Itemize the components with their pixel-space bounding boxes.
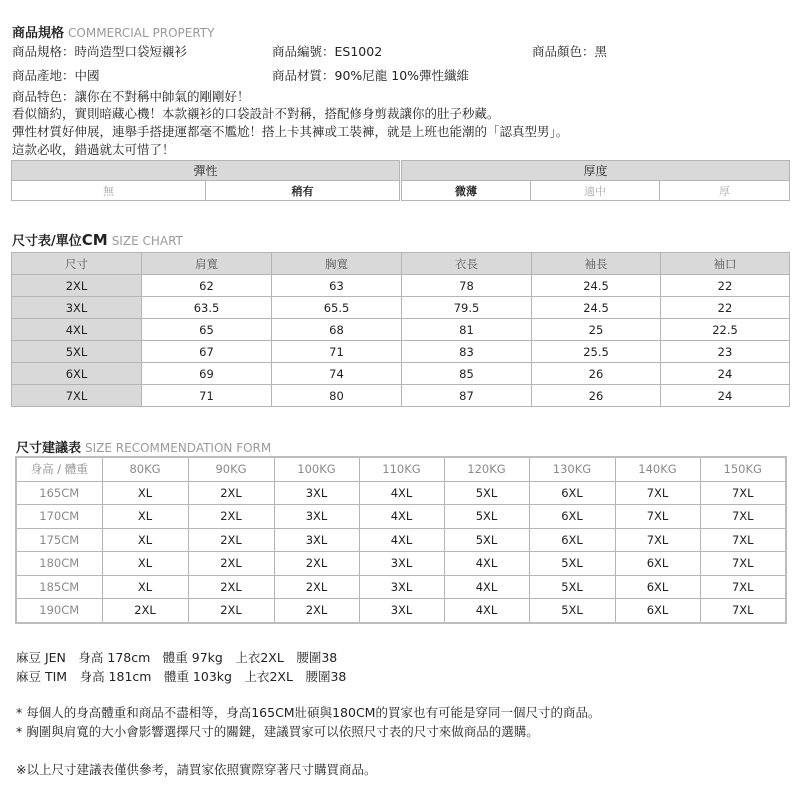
rec-cell: XL bbox=[102, 505, 188, 529]
size-cell: 24 bbox=[661, 385, 790, 407]
thickness-label: 厚度 bbox=[402, 161, 790, 181]
size-header-cell: 肩寬 bbox=[142, 253, 272, 275]
rec-cell: 6XL bbox=[615, 599, 700, 623]
table-row bbox=[16, 481, 786, 505]
rec-cell: 6XL bbox=[615, 575, 700, 599]
product-material: 商品材質：90%尼龍 10%彈性纖維 bbox=[272, 68, 470, 83]
rec-cell: 7XL bbox=[700, 552, 786, 576]
table-row bbox=[16, 575, 786, 599]
table-row bbox=[12, 363, 790, 385]
size-cell: 24 bbox=[661, 363, 790, 385]
rec-cell: 4XL bbox=[359, 481, 444, 505]
model-info: 麻豆 TIM 身高 181cm 體重 103kg 上衣2XL 腰圍38 bbox=[16, 669, 347, 684]
size-chart-title: 尺寸表/單位 bbox=[12, 234, 82, 249]
rec-cell: 2XL bbox=[274, 575, 359, 599]
rec-cell: 3XL bbox=[274, 528, 359, 552]
rec-cell: XL bbox=[102, 575, 188, 599]
rec-row-label: 180CM bbox=[16, 552, 102, 576]
size-cell: 24.5 bbox=[532, 275, 661, 297]
size-cell: 22.5 bbox=[661, 319, 790, 341]
thickness-level-selected: 微薄 bbox=[402, 181, 531, 201]
rec-cell: 2XL bbox=[188, 575, 274, 599]
table-row bbox=[12, 297, 790, 319]
rec-cell: 7XL bbox=[700, 505, 786, 529]
rec-cell: 2XL bbox=[188, 481, 274, 505]
elasticity-level-selected: 稍有 bbox=[206, 181, 400, 201]
thickness-level: 厚 bbox=[660, 181, 790, 201]
rec-cell: 6XL bbox=[529, 481, 615, 505]
rec-cell: 5XL bbox=[529, 599, 615, 623]
product-name: 商品規格：時尚造型口袋短襯衫 bbox=[12, 44, 188, 59]
size-cell: 78 bbox=[402, 275, 532, 297]
rec-header-cell: 100KG bbox=[274, 457, 359, 481]
recommendation-header bbox=[16, 437, 271, 456]
rec-header-cell: 140KG bbox=[615, 457, 700, 481]
size-header-cell: 袖口 bbox=[661, 253, 790, 275]
rec-cell: 4XL bbox=[359, 528, 444, 552]
rec-cell: 4XL bbox=[444, 575, 529, 599]
rec-cell: 2XL bbox=[102, 599, 188, 623]
rec-cell: 6XL bbox=[529, 505, 615, 529]
rec-cell: 5XL bbox=[444, 481, 529, 505]
table-row bbox=[16, 505, 786, 529]
product-code: 商品編號：ES1002 bbox=[272, 44, 383, 59]
table-row bbox=[12, 275, 790, 297]
size-cell: 24.5 bbox=[532, 297, 661, 319]
rec-cell: 5XL bbox=[529, 552, 615, 576]
rec-row-label: 175CM bbox=[16, 528, 102, 552]
rec-row-label: 165CM bbox=[16, 481, 102, 505]
rec-cell: 2XL bbox=[274, 552, 359, 576]
size-cell: 80 bbox=[272, 385, 402, 407]
table-row bbox=[12, 341, 790, 363]
rec-cell: 3XL bbox=[274, 505, 359, 529]
recommendation-title-en: SIZE RECOMMENDATION FORM bbox=[85, 441, 272, 455]
size-cell: 83 bbox=[402, 341, 532, 363]
model-info: 麻豆 JEN 身高 178cm 體重 97kg 上衣2XL 腰圍38 bbox=[16, 650, 338, 665]
size-cell: 22 bbox=[661, 275, 790, 297]
size-header-cell: 尺寸 bbox=[12, 253, 142, 275]
disclaimer: ※以上尺寸建議表僅供參考，請買家依照實際穿著尺寸購買商品。 bbox=[16, 762, 377, 777]
elasticity-level: 無 bbox=[12, 181, 206, 201]
rec-cell: 6XL bbox=[529, 528, 615, 552]
rec-cell: 4XL bbox=[444, 599, 529, 623]
rec-cell: 3XL bbox=[359, 575, 444, 599]
rec-cell: 7XL bbox=[700, 481, 786, 505]
rec-row-label: 190CM bbox=[16, 599, 102, 623]
rec-cell: 3XL bbox=[359, 552, 444, 576]
rec-row-label: 185CM bbox=[16, 575, 102, 599]
rec-cell: 7XL bbox=[615, 528, 700, 552]
rec-header-cell: 120KG bbox=[444, 457, 529, 481]
rec-header-cell: 80KG bbox=[102, 457, 188, 481]
size-cell: 65 bbox=[142, 319, 272, 341]
size-cell: 71 bbox=[272, 341, 402, 363]
size-row-label: 4XL bbox=[12, 319, 142, 341]
rec-cell: 2XL bbox=[188, 505, 274, 529]
rec-cell: 2XL bbox=[188, 552, 274, 576]
rec-cell: 2XL bbox=[188, 599, 274, 623]
size-cell: 63 bbox=[272, 275, 402, 297]
property-title: 商品規格 bbox=[12, 26, 65, 41]
size-cell: 26 bbox=[532, 363, 661, 385]
rec-header-cell: 130KG bbox=[529, 457, 615, 481]
table-row bbox=[16, 599, 786, 623]
feature-line: 商品特色：讓你在不對稱中帥氣的剛剛好！ bbox=[12, 89, 250, 104]
recommendation-title: 尺寸建議表 bbox=[16, 441, 82, 456]
size-row-label: 2XL bbox=[12, 275, 142, 297]
rec-header-cell: 90KG bbox=[188, 457, 274, 481]
rec-cell: XL bbox=[102, 481, 188, 505]
size-cell: 69 bbox=[142, 363, 272, 385]
rec-cell: 7XL bbox=[615, 505, 700, 529]
rec-cell: 4XL bbox=[359, 505, 444, 529]
size-chart-title-en: SIZE CHART bbox=[111, 234, 183, 248]
size-cell: 25.5 bbox=[532, 341, 661, 363]
product-origin: 商品產地：中國 bbox=[12, 68, 100, 83]
table-row bbox=[16, 552, 786, 576]
table-row bbox=[16, 528, 786, 552]
size-row-label: 6XL bbox=[12, 363, 142, 385]
rec-cell: 7XL bbox=[615, 481, 700, 505]
size-row-label: 7XL bbox=[12, 385, 142, 407]
size-cell: 71 bbox=[142, 385, 272, 407]
elasticity-table bbox=[11, 160, 400, 201]
size-cell: 23 bbox=[661, 341, 790, 363]
size-cell: 68 bbox=[272, 319, 402, 341]
size-cell: 79.5 bbox=[402, 297, 532, 319]
rec-cell: 5XL bbox=[444, 528, 529, 552]
feature-line: 看似簡約，實則暗藏心機！本款襯衫的口袋設計不對稱，搭配修身剪裁讓你的肚子秒藏。 bbox=[12, 106, 500, 121]
size-cell: 62 bbox=[142, 275, 272, 297]
size-row-label: 3XL bbox=[12, 297, 142, 319]
rec-cell: 5XL bbox=[529, 575, 615, 599]
rec-cell: 7XL bbox=[700, 599, 786, 623]
size-cell: 65.5 bbox=[272, 297, 402, 319]
size-header-cell: 胸寬 bbox=[272, 253, 402, 275]
elasticity-label: 彈性 bbox=[12, 161, 400, 181]
property-title-en: COMMERCIAL PROPERTY bbox=[68, 26, 215, 40]
rec-cell: XL bbox=[102, 528, 188, 552]
size-header-cell: 衣長 bbox=[402, 253, 532, 275]
note-line: * 每個人的身高體重和商品不盡相等，身高165CM壯碩與180CM的買家也有可能是穿同一個尺寸的商品。 bbox=[16, 705, 601, 720]
rec-cell: 4XL bbox=[444, 552, 529, 576]
feature-line: 這款必收，錯過就太可惜了！ bbox=[12, 142, 175, 157]
rec-cell: 5XL bbox=[444, 505, 529, 529]
note-line: * 胸圍與肩寬的大小會影響選擇尺寸的關鍵，建議買家可以依照尺寸表的尺寸來做商品的選購。 bbox=[16, 724, 539, 739]
size-cell: 63.5 bbox=[142, 297, 272, 319]
rec-cell: 6XL bbox=[615, 552, 700, 576]
size-cell: 81 bbox=[402, 319, 532, 341]
rec-row-label: 170CM bbox=[16, 505, 102, 529]
table-row bbox=[12, 385, 790, 407]
size-cell: 74 bbox=[272, 363, 402, 385]
thickness-table bbox=[401, 160, 790, 201]
size-cell: 87 bbox=[402, 385, 532, 407]
rec-cell: 7XL bbox=[700, 528, 786, 552]
rec-header-cell: 150KG bbox=[700, 457, 786, 481]
size-chart-table bbox=[11, 252, 790, 407]
size-chart-unit: CM bbox=[81, 231, 108, 249]
rec-cell: 3XL bbox=[274, 481, 359, 505]
rec-header-cell: 身高 / 體重 bbox=[16, 457, 102, 481]
rec-header-row bbox=[16, 457, 786, 481]
rec-cell: 7XL bbox=[700, 575, 786, 599]
product-color: 商品顏色：黑 bbox=[532, 44, 608, 59]
rec-cell: 3XL bbox=[359, 599, 444, 623]
size-header-row bbox=[12, 253, 790, 275]
size-header-cell: 袖長 bbox=[532, 253, 661, 275]
rec-header-cell: 110KG bbox=[359, 457, 444, 481]
recommendation-table bbox=[15, 456, 787, 624]
size-cell: 25 bbox=[532, 319, 661, 341]
size-cell: 26 bbox=[532, 385, 661, 407]
property-header bbox=[12, 22, 214, 41]
rec-cell: 2XL bbox=[274, 599, 359, 623]
rec-cell: XL bbox=[102, 552, 188, 576]
table-row bbox=[12, 319, 790, 341]
thickness-level: 適中 bbox=[531, 181, 660, 201]
size-cell: 67 bbox=[142, 341, 272, 363]
rec-cell: 2XL bbox=[188, 528, 274, 552]
size-cell: 22 bbox=[661, 297, 790, 319]
size-chart-header bbox=[12, 230, 183, 249]
size-row-label: 5XL bbox=[12, 341, 142, 363]
feature-line: 彈性材質好伸展，連舉手搭捷運都毫不尷尬！搭上卡其褲或工裝褲，就是上班也能潮的「認真型男」。 bbox=[12, 124, 569, 139]
size-cell: 85 bbox=[402, 363, 532, 385]
